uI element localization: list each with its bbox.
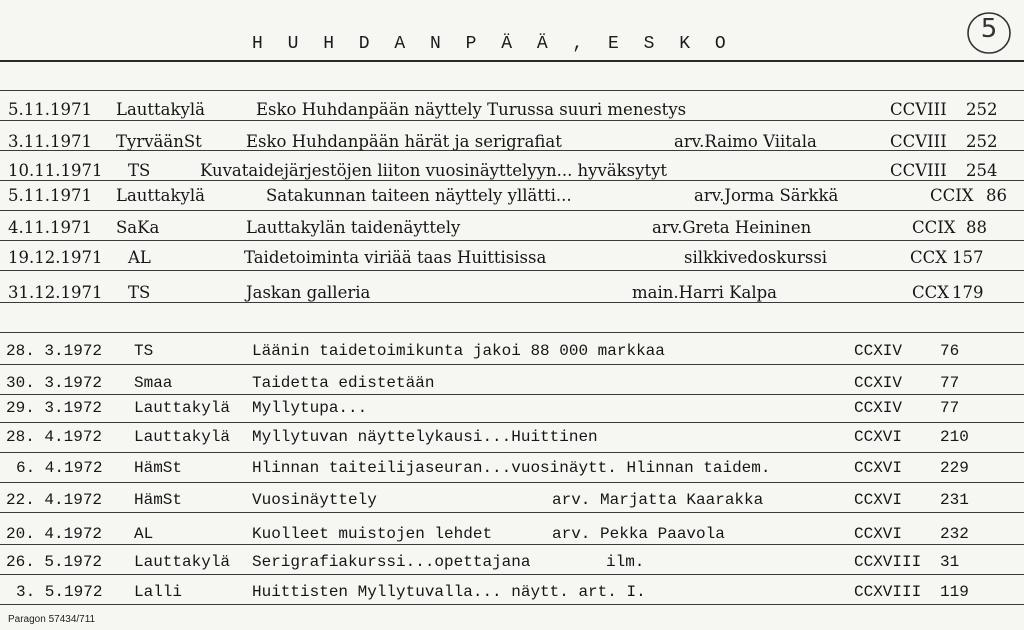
entry-date: 3.11.1971 bbox=[8, 132, 92, 151]
entry-credit: arv.Raimo Viitala bbox=[674, 132, 817, 151]
entry-source: TS bbox=[134, 342, 154, 360]
ruled-line bbox=[0, 302, 1024, 303]
entry-page: 76 bbox=[940, 342, 960, 360]
entry-page: 179 bbox=[952, 283, 984, 302]
entry-date: 20. 4.1972 bbox=[6, 525, 103, 543]
entry-title: Kuvataidejärjestöjen liiton vuosinäyttelyyn... hyväksytyt bbox=[200, 161, 668, 180]
entry-page: 119 bbox=[940, 583, 969, 601]
entry-source: AL bbox=[128, 248, 151, 267]
page-number-circle bbox=[966, 10, 1012, 56]
entry-credit: ilm. bbox=[606, 553, 645, 571]
entry-source: Lauttakylä bbox=[116, 100, 205, 119]
entry-date: 10.11.1971 bbox=[8, 161, 103, 180]
entry-page: 157 bbox=[952, 248, 984, 267]
entry-volume: CCVIII bbox=[890, 100, 947, 119]
entry-date: 29. 3.1972 bbox=[6, 399, 103, 417]
entry-source: TS bbox=[128, 161, 151, 180]
entry-source: HämSt bbox=[134, 459, 183, 477]
entry-source: AL bbox=[134, 525, 154, 543]
entry-date: 6. 4.1972 bbox=[16, 459, 103, 477]
entry-title: Hlinnan taiteilijaseuran...vuosinäytt. Hlinnan taidem. bbox=[252, 459, 771, 477]
ruled-line bbox=[0, 210, 1024, 211]
entry-page: 229 bbox=[940, 459, 969, 477]
entry-title: Kuolleet muistojen lehdet bbox=[252, 525, 493, 543]
entry-title: Läänin taidetoimikunta jakoi 88 000 markkaa bbox=[252, 342, 665, 360]
entry-page: 88 bbox=[966, 218, 987, 237]
entry-source: Lauttakylä bbox=[134, 399, 231, 417]
ruled-line bbox=[0, 240, 1024, 241]
entry-title: Myllytuvan näyttelykausi...Huittinen bbox=[252, 428, 598, 446]
ruled-line bbox=[0, 270, 1024, 271]
entry-date: 28. 3.1972 bbox=[6, 342, 103, 360]
entry-source: Smaa bbox=[134, 374, 173, 392]
ruled-line bbox=[0, 512, 1024, 513]
entry-source: Lalli bbox=[134, 583, 183, 601]
entry-date: 22. 4.1972 bbox=[6, 491, 103, 509]
entry-date: 26. 5.1972 bbox=[6, 553, 103, 571]
entry-volume: CCIX bbox=[912, 218, 956, 237]
entry-date: 5.11.1971 bbox=[8, 100, 92, 119]
entry-page: 31 bbox=[940, 553, 960, 571]
ruled-line bbox=[0, 364, 1024, 365]
entry-volume: CCXVI bbox=[854, 525, 903, 543]
entry-date: 5.11.1971 bbox=[8, 186, 92, 205]
entry-credit: arv.Jorma Särkkä bbox=[694, 186, 839, 205]
entry-page: 232 bbox=[940, 525, 969, 543]
entry-volume: CCXVI bbox=[854, 428, 903, 446]
entry-source: TyrväänSt bbox=[116, 132, 202, 151]
ruled-line bbox=[0, 120, 1024, 121]
entry-credit: arv.Greta Heininen bbox=[652, 218, 812, 237]
ruled-line bbox=[0, 180, 1024, 181]
ruled-line bbox=[0, 394, 1024, 395]
entry-title: Taidetta edistetään bbox=[252, 374, 435, 392]
entry-title: Myllytupa... bbox=[252, 399, 368, 417]
entry-title: Jaskan galleria bbox=[246, 283, 371, 302]
entry-page: 210 bbox=[940, 428, 969, 446]
entry-volume: CCVIII bbox=[890, 161, 947, 180]
ruled-line bbox=[0, 604, 1024, 605]
entry-date: 4.11.1971 bbox=[8, 218, 92, 237]
ruled-line bbox=[0, 332, 1024, 333]
entry-page: 254 bbox=[966, 161, 998, 180]
entry-source: HämSt bbox=[134, 491, 183, 509]
entry-volume: CCXVIII bbox=[854, 553, 922, 571]
entry-source: TS bbox=[128, 283, 151, 302]
entry-title: Vuosinäyttely bbox=[252, 491, 377, 509]
entry-title: Esko Huhdanpään näyttely Turussa suuri menestys bbox=[256, 100, 687, 119]
entry-volume: CCX bbox=[912, 283, 949, 302]
entry-date: 19.12.1971 bbox=[8, 248, 103, 267]
card-title: H U H D A N P Ä Ä , E S K O bbox=[252, 34, 733, 54]
entry-page: 77 bbox=[940, 399, 960, 417]
entry-volume: CCXIV bbox=[854, 342, 903, 360]
entry-source: Lauttakylä bbox=[134, 428, 231, 446]
entry-title: Satakunnan taiteen näyttely yllätti... bbox=[266, 186, 572, 205]
entry-page: 252 bbox=[966, 100, 998, 119]
entry-page: 77 bbox=[940, 374, 960, 392]
entry-volume: CCIX bbox=[930, 186, 974, 205]
entry-source: SaKa bbox=[116, 218, 160, 237]
entry-volume: CCXVI bbox=[854, 491, 903, 509]
ruled-line bbox=[0, 422, 1024, 423]
entry-title: Lauttakylän taidenäyttely bbox=[246, 218, 461, 237]
entry-title: Huittisten Myllytuvalla... näytt. art. I. bbox=[252, 583, 646, 601]
entry-page: 86 bbox=[986, 186, 1007, 205]
entry-volume: CCXVIII bbox=[854, 583, 922, 601]
entry-date: 3. 5.1972 bbox=[16, 583, 103, 601]
header-rule bbox=[0, 60, 1024, 62]
entry-title: Taidetoiminta viriää taas Huittisissa bbox=[244, 248, 547, 267]
entry-date: 31.12.1971 bbox=[8, 283, 103, 302]
entry-volume: CCX bbox=[910, 248, 947, 267]
entry-volume: CCXIV bbox=[854, 399, 903, 417]
entry-credit: arv. Marjatta Kaarakka bbox=[552, 491, 764, 509]
ruled-line bbox=[0, 482, 1024, 483]
entry-page: 231 bbox=[940, 491, 969, 509]
entry-credit: main.Harri Kalpa bbox=[632, 283, 777, 302]
entry-credit: arv. Pekka Paavola bbox=[552, 525, 725, 543]
entry-page: 252 bbox=[966, 132, 998, 151]
ruled-line bbox=[0, 90, 1024, 91]
entry-date: 28. 4.1972 bbox=[6, 428, 103, 446]
entry-volume: CCVIII bbox=[890, 132, 947, 151]
page-number: 5 bbox=[980, 14, 998, 44]
card-footer: Paragon 57434/711 bbox=[8, 614, 96, 625]
entry-source: Lauttakylä bbox=[116, 186, 205, 205]
entry-source: Lauttakylä bbox=[134, 553, 231, 571]
ruled-line bbox=[0, 574, 1024, 575]
ruled-line bbox=[0, 452, 1024, 453]
entry-date: 30. 3.1972 bbox=[6, 374, 103, 392]
ruled-line bbox=[0, 544, 1024, 545]
entry-volume: CCXIV bbox=[854, 374, 903, 392]
entry-volume: CCXVI bbox=[854, 459, 903, 477]
entry-title: Esko Huhdanpään härät ja serigrafiat bbox=[246, 132, 562, 151]
entry-title: Serigrafiakurssi...opettajana bbox=[252, 553, 531, 571]
entry-credit: silkkivedoskurssi bbox=[684, 248, 828, 267]
